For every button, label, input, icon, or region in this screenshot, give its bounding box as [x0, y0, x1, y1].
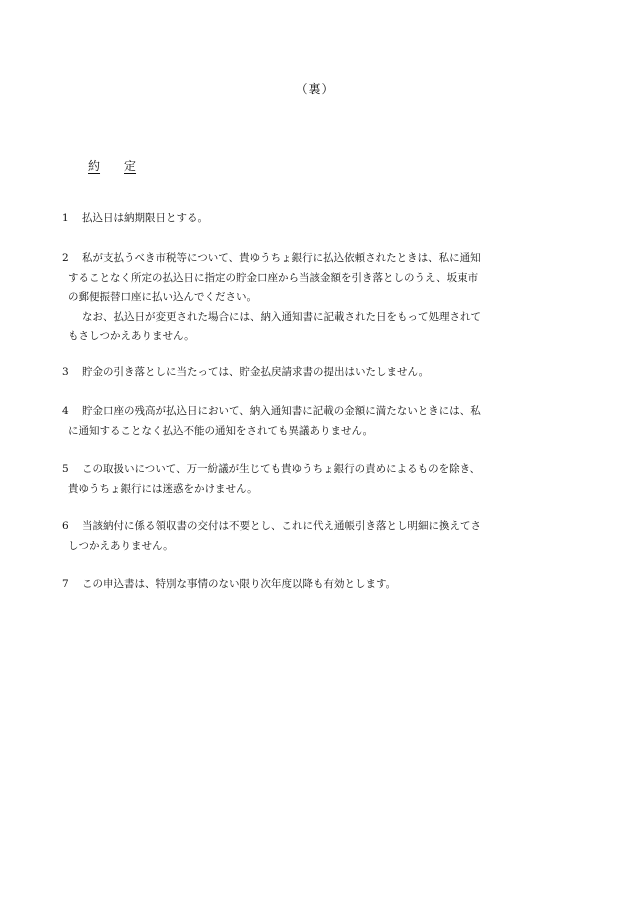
clause-6	[62, 517, 582, 556]
clause-line: 払込日は納期限日とする。	[82, 212, 208, 224]
clause-line: なお、払込日が変更された場合には、納入通知書に記載された日をもって処理されて	[82, 310, 481, 323]
clause-4	[62, 402, 582, 441]
clause-line: 私が支払うべき市税等について、貴ゆうちょ銀行に払込依頼されたときは、私に通知	[82, 252, 481, 264]
clause-number: 5	[62, 463, 69, 475]
clause-number: 1	[62, 212, 69, 224]
clause-line: 貯金の引き落としに当たっては、貯金払戻請求書の提出はいたしません。	[82, 366, 430, 378]
clause-line: しつかえありません。	[68, 539, 174, 552]
clause-line: もさしつかえありません。	[68, 330, 195, 342]
clause-number: 6	[62, 520, 69, 532]
clause-line: の郵便振替口座に払い込んでください。	[68, 291, 257, 303]
clause-number: 2	[62, 252, 69, 264]
clause-5	[62, 460, 582, 499]
clause-line: 貯金口座の残高が払込日において、納入通知書に記載の金額に満たないときには、私	[82, 405, 481, 417]
clause-line: に通知することなく払込不能の通知をされても異議ありません。	[68, 424, 374, 437]
clause-number: 7	[62, 578, 69, 590]
document-title	[88, 157, 136, 174]
clause-number: 4	[62, 405, 69, 417]
clause-3	[62, 363, 582, 383]
clause-line: することなく所定の払込日に指定の貯金口座から当該金額を引き落としのうえ、坂東市	[68, 271, 479, 284]
clause-line: この取扱いについて、万一紛議が生じても貴ゆうちょ銀行の責めによるものを除き、	[82, 463, 481, 475]
clause-2	[62, 249, 582, 347]
title-part-2: 定	[124, 159, 137, 173]
clause-line: 貴ゆうちょ銀行には迷惑をかけません。	[68, 482, 258, 495]
title-part-1: 約	[88, 159, 101, 173]
page-side-label: （裏）	[295, 82, 335, 96]
clause-number: 3	[62, 366, 69, 378]
clause-1	[62, 209, 582, 229]
clause-line: 当該納付に係る領収書の交付は不要とし、これに代え通帳引き落とし明細に換えてさ	[82, 520, 481, 532]
clause-7	[62, 575, 582, 595]
clause-line: この申込書は、特別な事情のない限り次年度以降も有効とします。	[82, 578, 397, 590]
